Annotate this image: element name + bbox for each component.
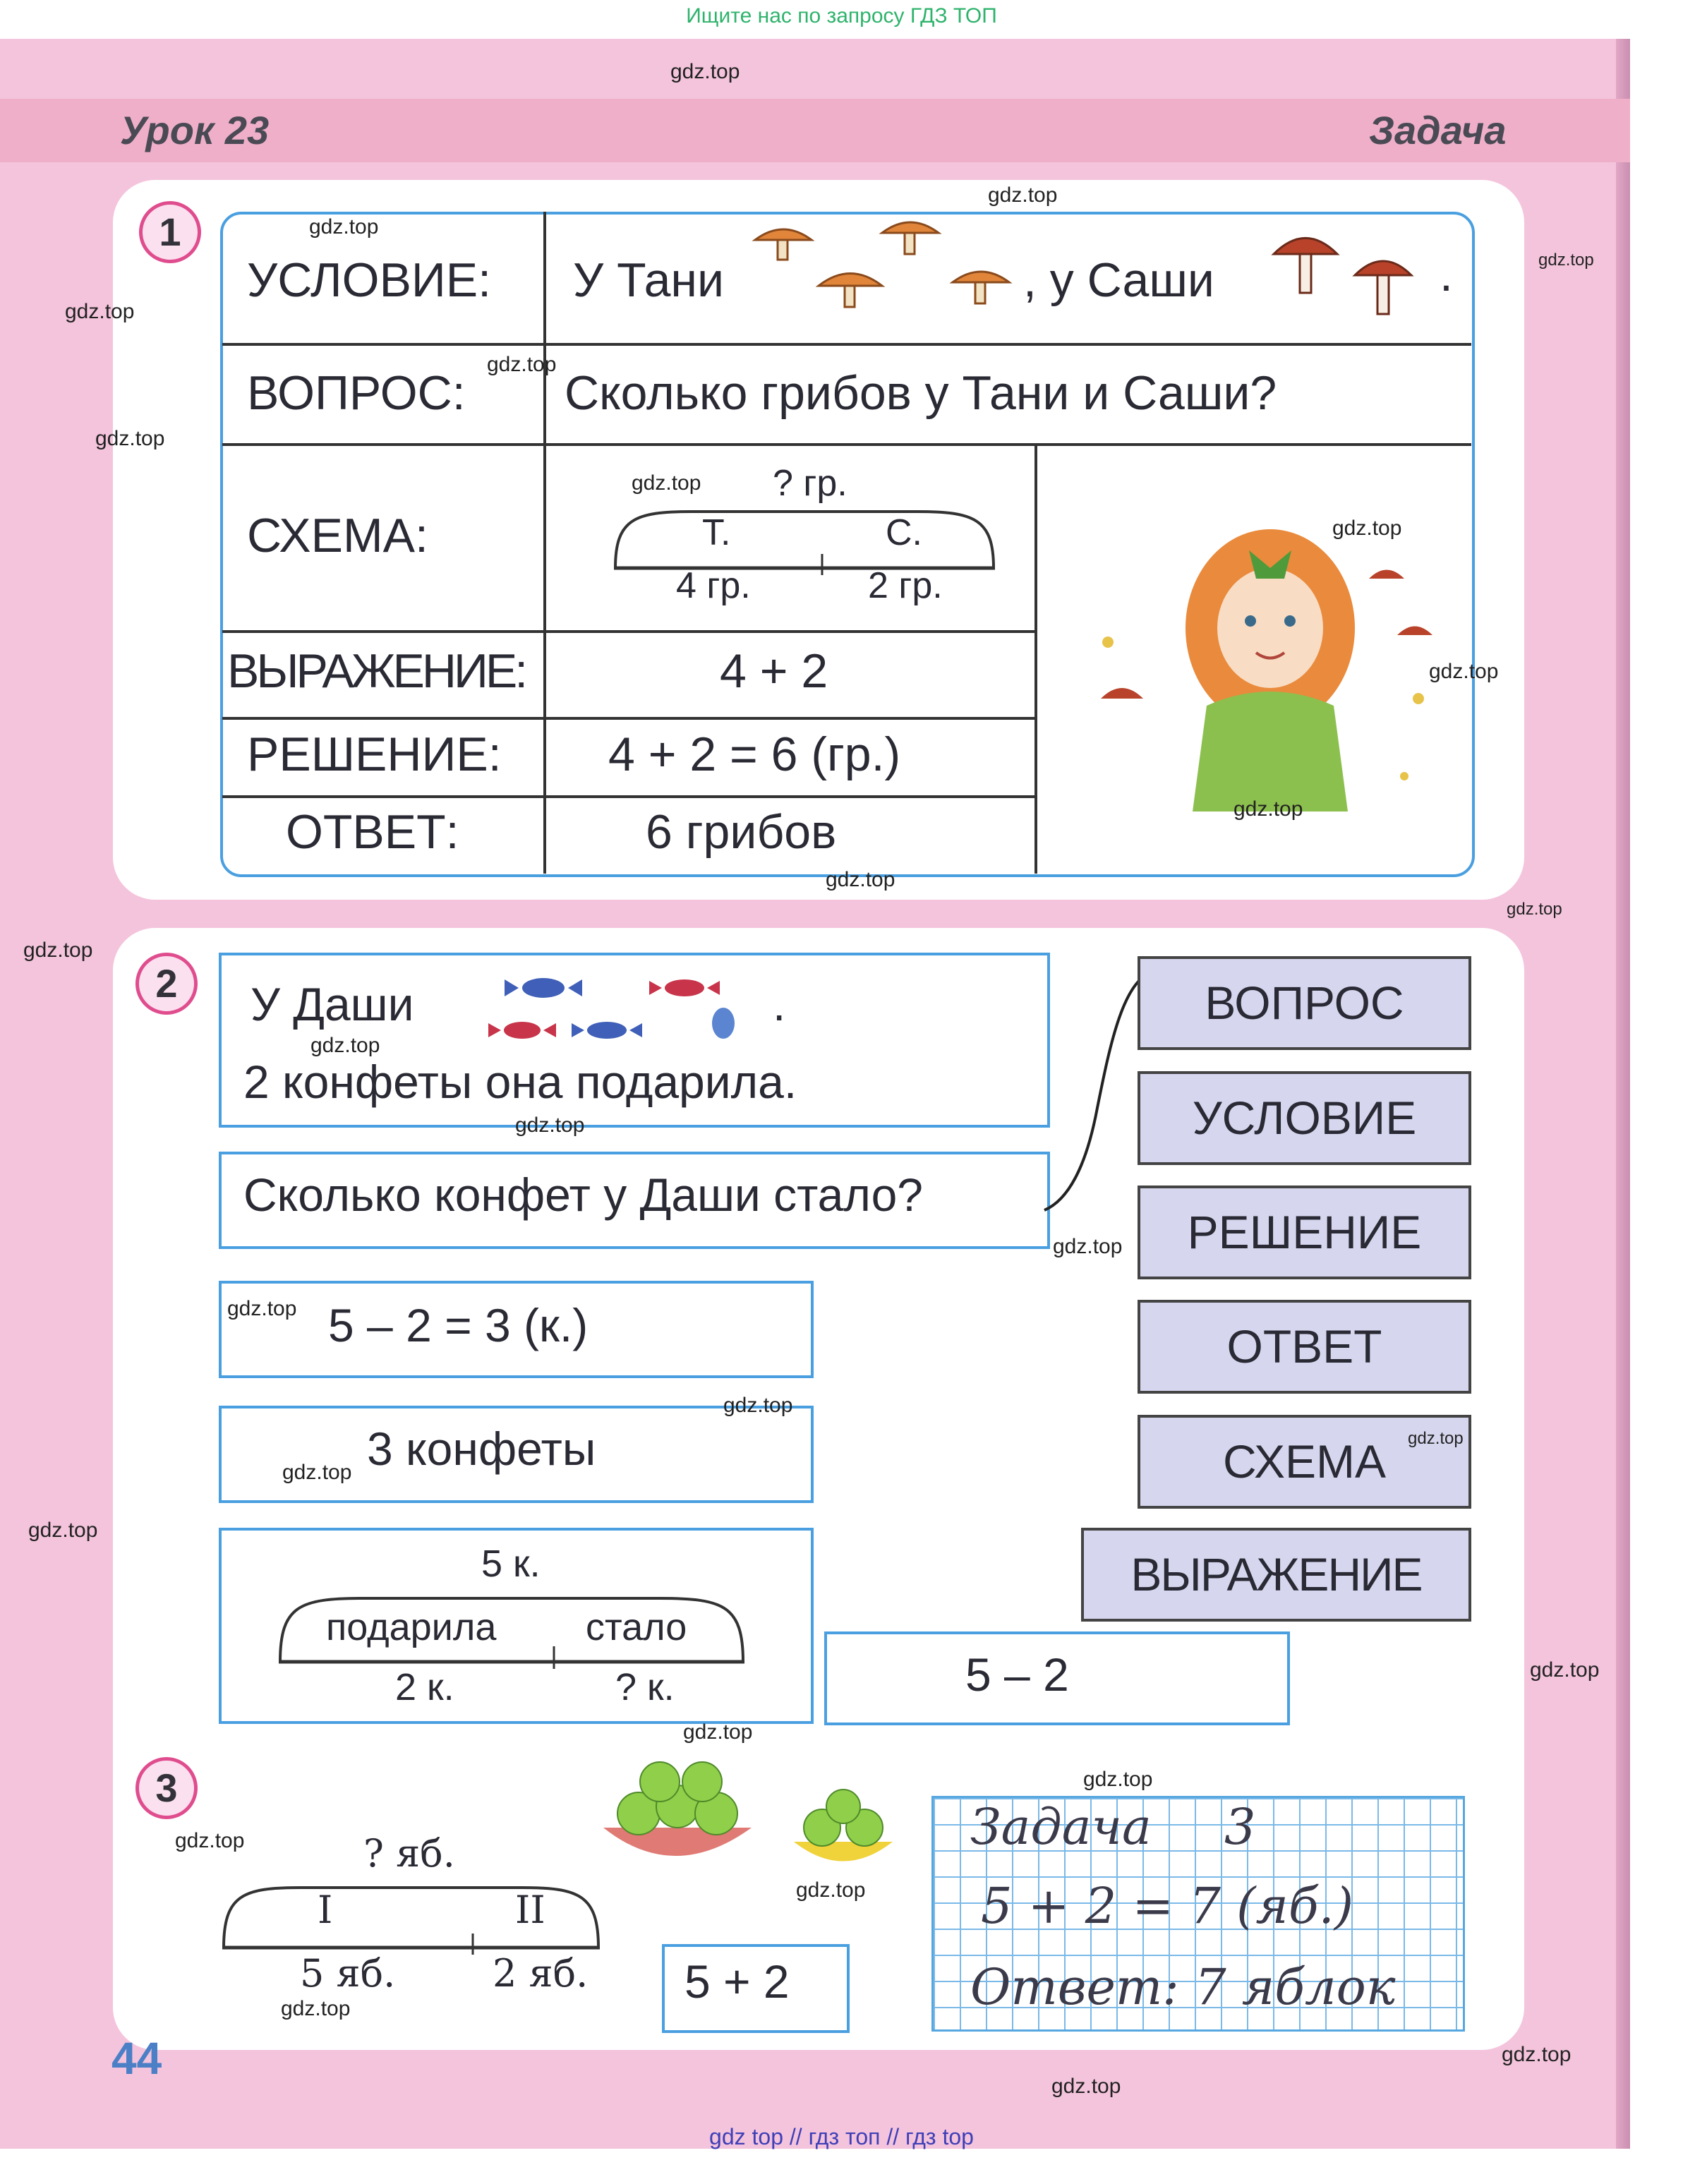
section-title: Задача — [1369, 108, 1507, 152]
handwritten-task-number: 3 — [1224, 1798, 1256, 1856]
watermark: gdz.top — [309, 215, 379, 239]
watermark: gdz.top — [95, 427, 165, 450]
page-number: 44 — [111, 2033, 162, 2084]
watermark: gdz.top — [227, 1297, 297, 1320]
candies-image — [480, 963, 748, 1055]
apple-bowls-image — [596, 1750, 900, 1891]
task2-scheme-val2: ? к. — [615, 1666, 675, 1708]
task2-solution-text: 5 – 2 = 3 (к.) — [328, 1299, 589, 1351]
handwritten-solution: 5 + 2 = 7 (яб.) — [981, 1877, 1354, 1935]
task3-scheme-val2: 2 яб. — [493, 1951, 589, 1996]
label-answer: ОТВЕТ — [1138, 1300, 1471, 1394]
task3-expression-text: 5 + 2 — [684, 1955, 790, 2008]
lesson-title: Урок 23 — [120, 108, 270, 152]
answer-label: ОТВЕТ: — [286, 805, 459, 859]
footer-links[interactable]: gdz top // гдз топ // гдз top — [709, 2124, 974, 2149]
task2-scheme-part1: подарила — [326, 1606, 497, 1648]
watermark: gdz.top — [515, 1114, 585, 1137]
watermark: gdz.top — [670, 60, 740, 83]
table-rule — [222, 630, 1037, 633]
question-text: Сколько грибов у Тани и Саши? — [565, 366, 1277, 420]
top-banner[interactable]: Ищите нас по запросу ГДЗ ТОП — [686, 4, 997, 28]
watermark: gdz.top — [632, 471, 701, 495]
watermark: gdz.top — [175, 1829, 245, 1852]
watermark: gdz.top — [1051, 2075, 1121, 2098]
label-scheme: СХЕМА — [1138, 1415, 1471, 1509]
condition-period: . — [1440, 248, 1453, 301]
watermark: gdz.top — [1053, 1235, 1123, 1258]
task3-scheme-val1: 5 яб. — [300, 1951, 396, 1996]
handwritten-task-title: Задача — [970, 1798, 1152, 1856]
expression-label: ВЫРАЖЕНИЕ: — [227, 644, 526, 698]
task2-condition-line1: У Даши — [251, 978, 414, 1030]
task1-number-badge: 1 — [139, 201, 201, 263]
scheme-value-sasha: 2 гр. — [868, 565, 943, 606]
table-rule — [222, 717, 1037, 720]
watermark: gdz.top — [23, 939, 93, 962]
solution-value: 4 + 2 = 6 (гр.) — [608, 728, 901, 781]
task2-condition-period: . — [773, 978, 786, 1030]
table-rule — [1034, 445, 1037, 874]
scheme-part-tanya: Т. — [702, 512, 731, 553]
watermark: gdz.top — [28, 1519, 98, 1542]
scheme-total: ? гр. — [773, 463, 847, 504]
watermark: gdz.top — [65, 300, 135, 323]
page-edge — [1616, 39, 1630, 2149]
task2-scheme-part2: стало — [586, 1606, 687, 1648]
watermark: gdz.top — [1083, 1768, 1153, 1791]
label-condition: УСЛОВИЕ — [1138, 1071, 1471, 1165]
scheme-bracket — [607, 505, 1002, 575]
condition-text-sasha: , у Саши — [1023, 253, 1214, 307]
scheme-label: СХЕМА: — [247, 509, 428, 562]
table-rule — [222, 343, 1471, 346]
watermark: gdz.top — [1233, 797, 1303, 821]
task2-scheme-val1: 2 к. — [395, 1666, 454, 1708]
task2-scheme-total: 5 к. — [481, 1543, 541, 1585]
watermark: gdz.top — [826, 868, 895, 891]
label-solution: РЕШЕНИЕ — [1138, 1185, 1471, 1279]
task2-number-badge: 2 — [135, 953, 198, 1015]
condition-label: УСЛОВИЕ: — [247, 253, 492, 307]
watermark: gdz.top — [1429, 660, 1499, 683]
watermark: gdz.top — [1507, 900, 1562, 919]
watermark: gdz.top — [1502, 2043, 1572, 2066]
table-rule — [543, 212, 546, 874]
watermark: gdz.top — [1538, 251, 1594, 270]
expression-value: 4 + 2 — [720, 644, 828, 698]
white-mushrooms-image — [1270, 222, 1425, 328]
watermark: gdz.top — [1408, 1429, 1464, 1448]
watermark: gdz.top — [683, 1720, 753, 1744]
watermark: gdz.top — [310, 1034, 380, 1057]
watermark: gdz.top — [796, 1878, 866, 1902]
condition-text-tanya: У Тани — [573, 253, 724, 307]
scheme-part-sasha: С. — [886, 512, 922, 553]
watermark: gdz.top — [988, 183, 1058, 207]
question-label: ВОПРОС: — [247, 366, 466, 420]
table-rule — [222, 795, 1037, 798]
scheme-value-tanya: 4 гр. — [676, 565, 751, 606]
watermark: gdz.top — [281, 1997, 351, 2020]
watermark: gdz.top — [487, 353, 557, 376]
label-expression: ВЫРАЖЕНИЕ — [1081, 1528, 1471, 1622]
task3-scheme-bracket — [215, 1881, 607, 1958]
task2-answer-text: 3 конфеты — [367, 1423, 596, 1475]
task2-condition-line2: 2 конфеты она подарила. — [243, 1056, 797, 1108]
watermark: gdz.top — [1332, 517, 1402, 540]
answer-value: 6 грибов — [646, 805, 837, 859]
table-rule — [222, 443, 1471, 446]
watermark: gdz.top — [282, 1461, 352, 1484]
task3-scheme-part2: II — [515, 1888, 545, 1932]
orange-mushrooms-image — [748, 219, 1016, 332]
task3-scheme-part1: I — [318, 1888, 333, 1932]
solution-label: РЕШЕНИЕ: — [247, 728, 502, 781]
watermark: gdz.top — [1530, 1658, 1600, 1682]
task3-number-badge: 3 — [135, 1757, 198, 1819]
handwritten-answer: Ответ: 7 яблок — [970, 1958, 1396, 2016]
watermark: gdz.top — [723, 1394, 793, 1417]
label-question: ВОПРОС — [1138, 956, 1471, 1050]
girl-with-mushrooms-illustration — [1087, 529, 1447, 819]
task3-scheme-total: ? яб. — [363, 1831, 455, 1876]
task2-question-text: Сколько конфет у Даши стало? — [243, 1169, 923, 1221]
task2-expression-text: 5 – 2 — [965, 1648, 1069, 1701]
